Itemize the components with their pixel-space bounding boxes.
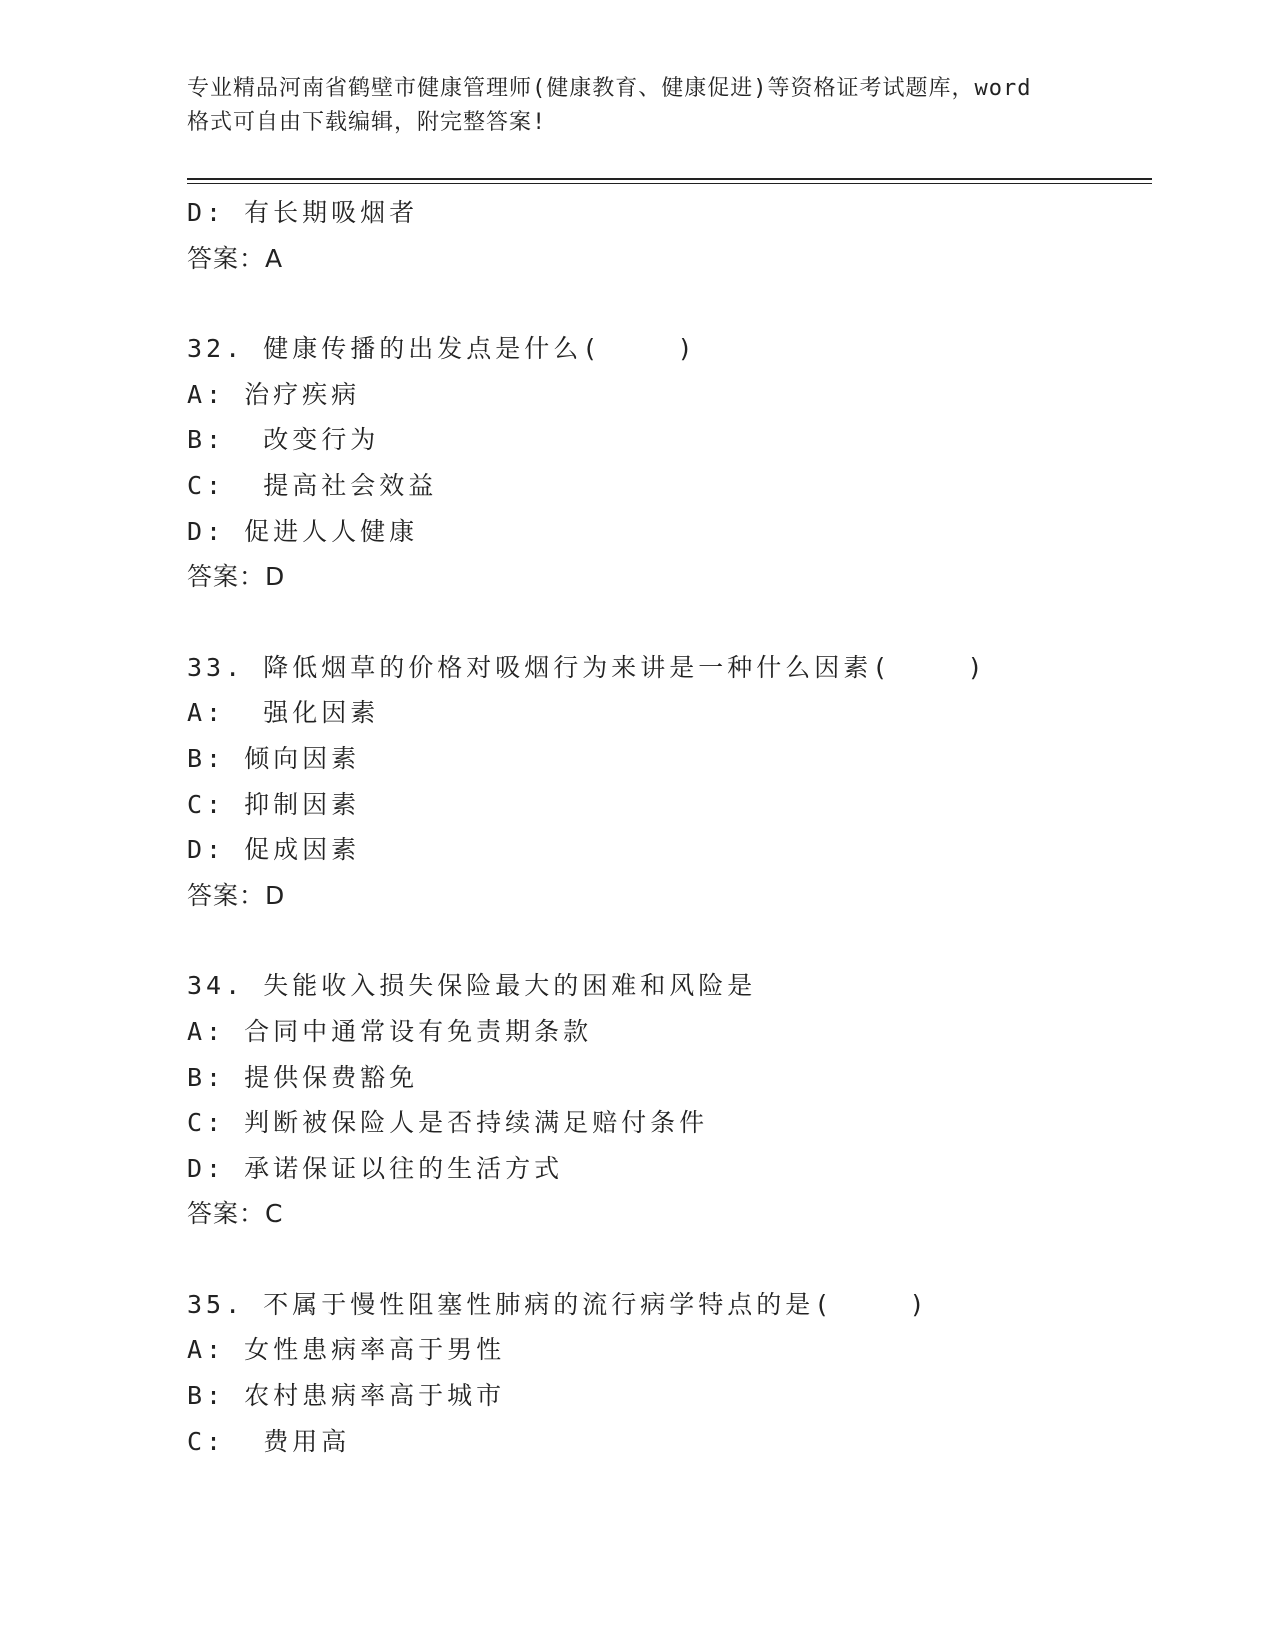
option-d: D: 促进人人健康 — [187, 516, 419, 546]
question-34 — [187, 963, 1152, 1237]
option-d: D: 承诺保证以往的生活方式 — [187, 1153, 564, 1183]
question-stem: 32. 健康传播的出发点是什么( ) — [187, 334, 697, 364]
option-c: C: 抑制因素 — [187, 789, 361, 819]
option-a: A: 治疗疾病 — [187, 379, 361, 409]
question-list — [187, 190, 1152, 1464]
header-divider-thick — [187, 178, 1152, 180]
option-b: B: 倾向因素 — [187, 743, 361, 773]
question-stem: 33. 降低烟草的价格对吸烟行为来讲是一种什么因素( ) — [187, 652, 987, 682]
header-line-1: 专业精品河南省鹤壁市健康管理师(健康教育、健康促进)等资格证考试题库，word — [187, 76, 1032, 101]
header-divider-thin — [187, 183, 1152, 184]
question-35 — [187, 1282, 1152, 1464]
option-c: C: 费用高 — [187, 1426, 351, 1456]
option-b: B: 提供保费豁免 — [187, 1062, 419, 1092]
answer-line: 答案：D — [187, 880, 286, 910]
option-a: A: 女性患病率高于男性 — [187, 1335, 506, 1365]
header-line-2: 格式可自由下载编辑，附完整答案! — [187, 110, 547, 135]
option-b: B: 农村患病率高于城市 — [187, 1381, 506, 1411]
answer-line: 答案：D — [187, 562, 286, 592]
option-d: D: 有长期吸烟者 — [187, 198, 419, 227]
option-c: C: 提高社会效益 — [187, 470, 438, 500]
document-header — [187, 72, 1087, 140]
question-32 — [187, 326, 1152, 600]
option-c: C: 判断被保险人是否持续满足赔付条件 — [187, 1108, 709, 1138]
option-a: A: 强化因素 — [187, 698, 380, 728]
answer-line: 答案：C — [187, 1199, 284, 1229]
answer-line: 答案：A — [187, 243, 284, 273]
option-b: B: 改变行为 — [187, 425, 380, 455]
option-a: A: 合同中通常设有免责期条款 — [187, 1016, 593, 1046]
option-d: D: 促成因素 — [187, 835, 361, 865]
question-33 — [187, 645, 1152, 919]
question-stem: 34. 失能收入损失保险最大的困难和风险是 — [187, 971, 757, 1001]
question-stem: 35. 不属于慢性阻塞性肺病的流行病学特点的是( ) — [187, 1289, 929, 1319]
